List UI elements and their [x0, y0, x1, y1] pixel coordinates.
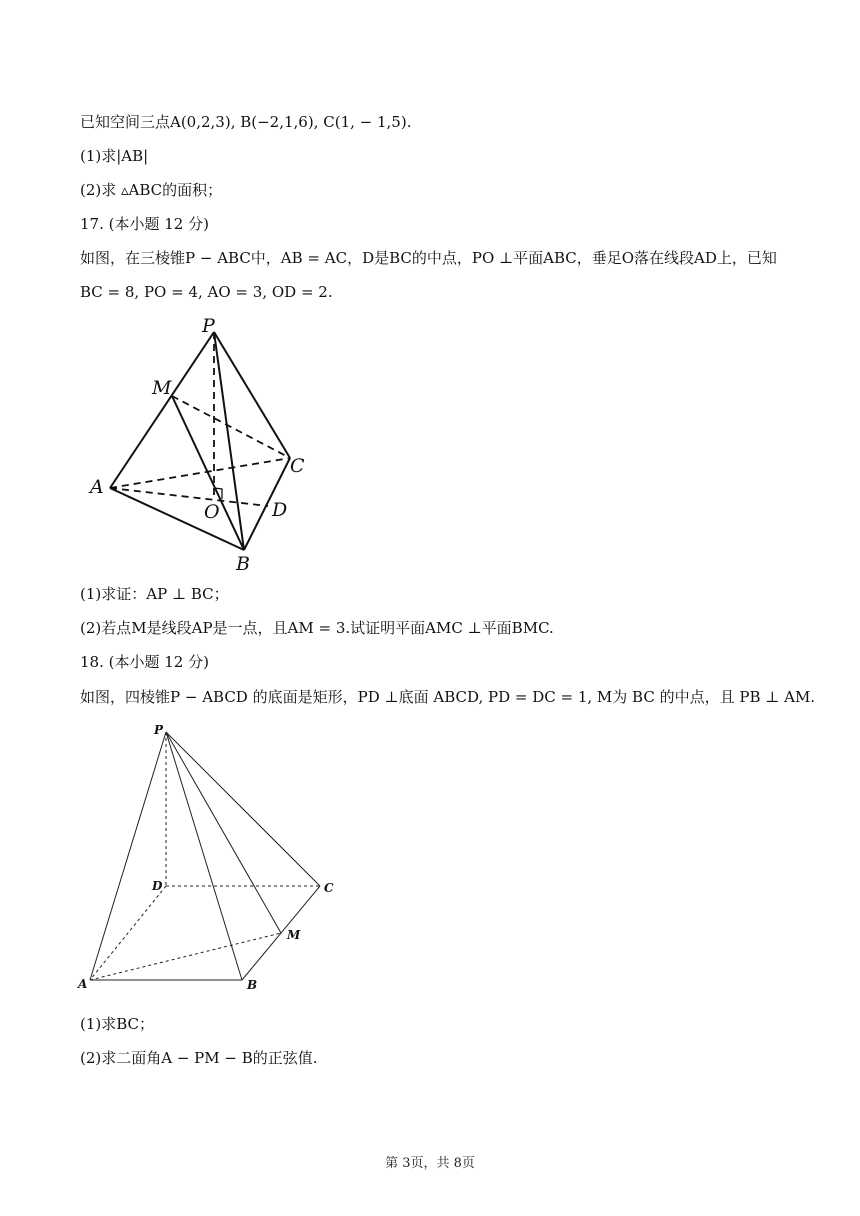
label-M: M — [287, 928, 301, 942]
edge-PC — [214, 332, 290, 458]
problem-17-part-1: (1)求证：AP ⊥ BC； — [80, 585, 229, 603]
label-B: B — [236, 553, 250, 575]
label-A: A — [90, 476, 104, 498]
problem-17-part-2: (2)若点M是线段AP是一点，且AM = 3.试证明平面AMC ⊥平面BMC. — [80, 619, 554, 637]
problem-17-heading: 17. (本小题 12 分) — [80, 215, 209, 233]
label-C: C — [290, 455, 305, 477]
segment-PM — [166, 732, 281, 933]
edge-BC — [242, 886, 320, 980]
segment-AM-hidden — [90, 933, 281, 980]
edge-PA — [90, 732, 166, 980]
edge-DA-hidden — [90, 886, 166, 980]
problem-18-heading: 18. (本小题 12 分) — [80, 653, 209, 671]
label-D: D — [152, 879, 163, 893]
figure-quadrangular-pyramid — [70, 718, 350, 998]
page-footer: 第 3页，共 8页 — [385, 1156, 475, 1171]
label-O: O — [204, 501, 220, 523]
edge-PB — [166, 732, 242, 980]
problem-16-statement: 已知空间三点A(0,2,3), B(−2,1,6), C(1, − 1,5). — [80, 113, 412, 131]
problem-17-statement: 如图，在三棱锥P − ABC中，AB = AC，D是BC的中点，PO ⊥平面ABC，垂足O落在线段AD上，已知BC = 8, PO = 4, AO = 3, OD = 2. — [80, 249, 777, 301]
label-C: C — [324, 881, 334, 895]
edge-AC-hidden — [110, 458, 290, 488]
label-P: P — [202, 315, 215, 337]
problem-16-part-1: (1)求|AB| — [80, 147, 149, 165]
edge-AB — [110, 488, 244, 550]
label-D: D — [272, 499, 288, 521]
problem-18-part-1: (1)求BC； — [80, 1015, 155, 1033]
label-M: M — [152, 377, 172, 399]
problem-18-statement: 如图，四棱锥P − ABCD 的底面是矩形，PD ⊥底面 ABCD, PD = DC = 1, M为 BC 的中点，且 PB ⊥ AM. — [80, 688, 816, 706]
label-P: P — [154, 723, 164, 737]
segment-AD-hidden — [110, 488, 268, 506]
label-A: A — [78, 977, 88, 991]
problem-16-part-2: (2)求 ▵ABC的面积； — [80, 181, 223, 199]
label-B: B — [247, 978, 258, 992]
figure-tetrahedron — [80, 310, 320, 580]
problem-18-part-2: (2)求二面角A − PM − B的正弦值. — [80, 1049, 318, 1067]
